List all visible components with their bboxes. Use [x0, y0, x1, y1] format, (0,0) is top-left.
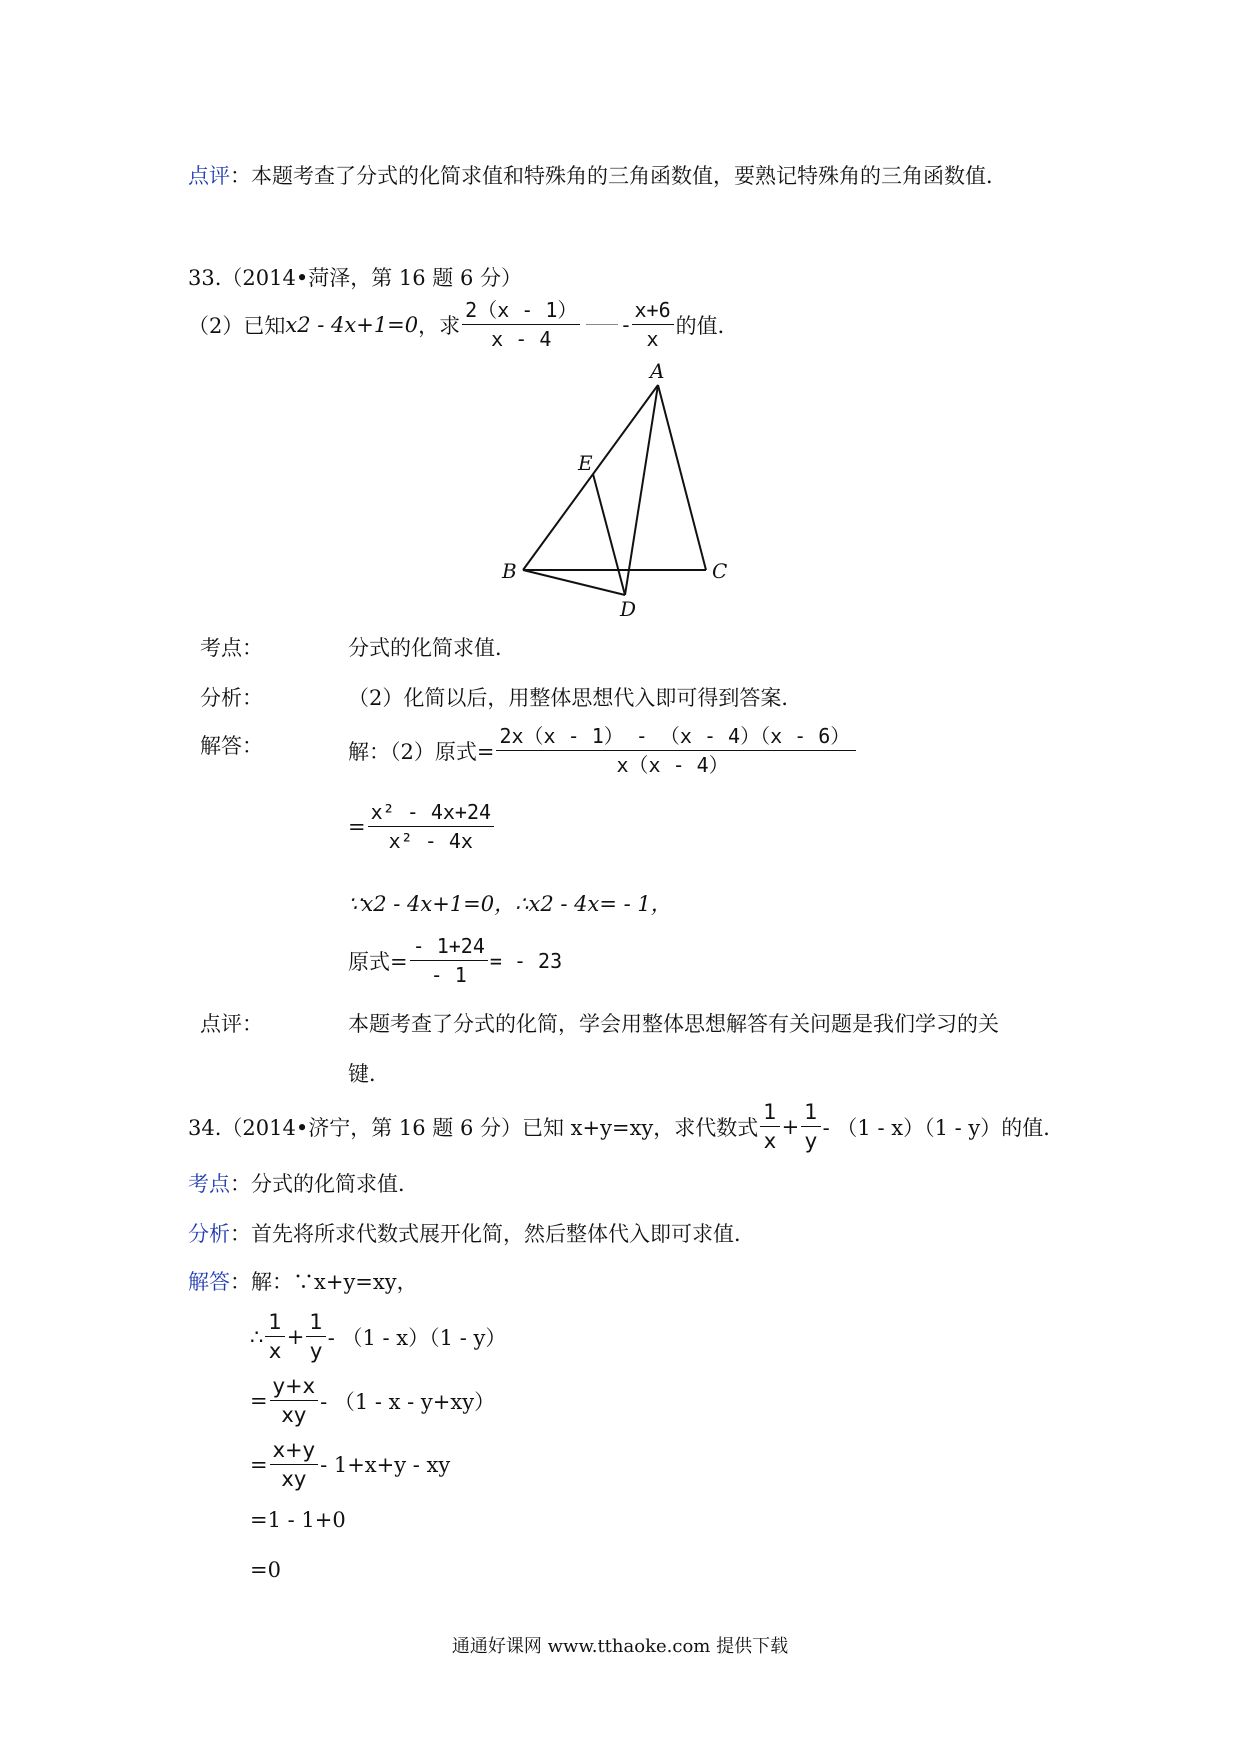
- q33-sol-fraction-2: [368, 798, 494, 855]
- review-text: ：本题考查了分式的化简求值和特殊角的三角函数值，要熟记特殊角的三角函数值．: [230, 164, 1007, 188]
- q33-dianping-1: 本题考查了分式的化简，学会用整体思想解答有关问题是我们学习的关: [348, 1012, 999, 1036]
- segment-ac: [658, 385, 706, 570]
- q34-frac-b-num: 1: [801, 1098, 820, 1127]
- segment-bd: [523, 570, 625, 595]
- q34-l4: =1 - 1+0: [250, 1508, 346, 1532]
- q33-frac1-den: x - 4: [491, 327, 552, 351]
- review-label: 点评: [188, 164, 230, 188]
- q33-part2: [188, 296, 739, 353]
- q33-sol-frac2-num: x² - 4x+24: [368, 798, 494, 827]
- q34-frac-1-over-y: [801, 1098, 820, 1155]
- label-d: D: [620, 597, 637, 620]
- q34-l1-frac-b-den: y: [309, 1339, 323, 1363]
- q34-frac-a-num: 1: [760, 1098, 779, 1127]
- q33-fraction-2: [632, 296, 674, 353]
- geometry-figure: [490, 360, 750, 620]
- q34-l2-den: xy: [281, 1403, 307, 1427]
- q33-solution-line-2: [348, 798, 496, 855]
- q33-sol-fraction-1: [496, 722, 856, 779]
- q33-ask: ，求: [418, 313, 461, 338]
- page-footer: 通通好课网 www.tthaoke.com 提供下载: [451, 1636, 789, 1657]
- q34-fenxi: ：首先将所求代数式展开化简，然后整体代入即可求值．: [230, 1222, 755, 1246]
- q34-l1-frac-2: [306, 1308, 325, 1365]
- q34-l3-tail: - 1+x+y - xy: [320, 1452, 451, 1477]
- q33-solution-line-1: [348, 722, 858, 779]
- q34-jieda: ：解：∵x+y=xy，: [230, 1270, 418, 1294]
- q34-l2-frac: [270, 1372, 318, 1429]
- q34-solution-line-3: [250, 1436, 450, 1493]
- label-c: C: [712, 559, 728, 583]
- q34-l1-plus: +: [286, 1324, 305, 1349]
- segment-ed: [593, 474, 625, 595]
- label-a: A: [650, 360, 665, 383]
- q33-dianping-2: 键．: [348, 1062, 390, 1086]
- label-b: B: [502, 559, 517, 583]
- q34-kaodian: ：分式的化简求值．: [230, 1172, 419, 1196]
- q34-q-tail: - （1 - x）（1 - y）的值．: [822, 1115, 1065, 1140]
- q33-sol-frac1-num: 2x（x - 1） - （x - 4）（x - 6）: [496, 722, 856, 751]
- q33-condition: x2 - 4x+1=0: [285, 312, 419, 337]
- segment-ad: [625, 385, 658, 595]
- q33-jieda-label: 解答：: [200, 734, 263, 758]
- q34-l1-frac-a-den: x: [268, 1339, 282, 1363]
- q34-fenxi-line: [188, 1218, 755, 1248]
- q33-kaodian: 分式的化简求值．: [348, 636, 516, 660]
- fraction-overline-extension: [586, 324, 618, 325]
- q33-since-line: ∵x2 - 4x+1=0，∴x2 - 4x= - 1，: [348, 892, 672, 916]
- q33-fenxi: （2）化简以后，用整体思想代入即可得到答案．: [348, 686, 803, 710]
- q34-jieda-line: [188, 1266, 418, 1296]
- q33-dianping-label: 点评：: [200, 1012, 263, 1036]
- q33-sol-frac1-den: x（x - 4）: [616, 753, 729, 777]
- q33-sol-fraction-3: [410, 932, 488, 989]
- q33-eq: =: [348, 814, 366, 839]
- q34-kaodian-label: 考点: [188, 1172, 230, 1196]
- q34-frac-a-den: x: [763, 1129, 777, 1153]
- q34-plus: +: [781, 1114, 800, 1139]
- q34-fenxi-label: 分析: [188, 1222, 230, 1246]
- q34-l1-prefix: ∴: [250, 1324, 264, 1349]
- q34-l3-frac: [270, 1436, 318, 1493]
- q34-question: [188, 1098, 1064, 1155]
- q33-orig-prefix: 原式=: [348, 949, 408, 974]
- q33-sol-frac2-den: x² - 4x: [388, 829, 473, 853]
- segment-ab: [523, 385, 658, 570]
- q33-header: 33.（2014•菏泽，第 16 题 6 分）: [188, 266, 523, 290]
- q34-kaodian-line: [188, 1168, 419, 1198]
- q34-l1-tail: - （1 - x）（1 - y）: [327, 1325, 507, 1350]
- q33-fraction-1: [462, 296, 580, 353]
- q34-l1-frac-b-num: 1: [306, 1308, 325, 1337]
- q34-solution-line-1: [250, 1308, 506, 1365]
- q33-frac1-num: 2（x - 1）: [462, 296, 580, 325]
- q33-orig-result: = - 23: [489, 948, 563, 973]
- q33-frac2-num: x+6: [632, 296, 674, 325]
- q33-suffix: 的值．: [675, 313, 739, 338]
- q33-kaodian-label: 考点：: [200, 636, 263, 660]
- q33-part2-prefix: （2）已知: [188, 313, 286, 338]
- q34-header: 34.（2014•济宁，第 16 题 6 分）已知 x+y=xy，求代数式: [188, 1115, 759, 1140]
- label-e: E: [578, 451, 593, 475]
- q33-fenxi-label: 分析：: [200, 686, 263, 710]
- q34-l1-frac-1: [265, 1308, 284, 1365]
- q34-jieda-label: 解答: [188, 1270, 230, 1294]
- q34-l3-num: x+y: [270, 1436, 318, 1465]
- q33-sol-frac3-num: - 1+24: [410, 932, 488, 961]
- q34-l3-den: xy: [281, 1467, 307, 1491]
- q34-frac-b-den: y: [804, 1129, 818, 1153]
- q34-l3-eq: =: [250, 1452, 268, 1477]
- q33-frac2-den: x: [646, 327, 659, 351]
- q33-sol-frac3-den: - 1: [430, 963, 467, 987]
- q34-l2-eq: =: [250, 1388, 268, 1413]
- q33-minus: -: [622, 312, 630, 337]
- q34-l5: =0: [250, 1558, 281, 1582]
- q34-l1-frac-a-num: 1: [265, 1308, 284, 1337]
- q33-sol-prefix: 解：（2）原式=: [348, 739, 495, 764]
- q34-solution-line-2: [250, 1372, 495, 1429]
- q33-solution-line-3: [348, 932, 562, 989]
- q34-l2-num: y+x: [270, 1372, 318, 1401]
- review-line-prev: [188, 160, 1007, 190]
- q34-l2-tail: - （1 - x - y+xy）: [320, 1389, 496, 1414]
- q34-frac-1-over-x: [760, 1098, 779, 1155]
